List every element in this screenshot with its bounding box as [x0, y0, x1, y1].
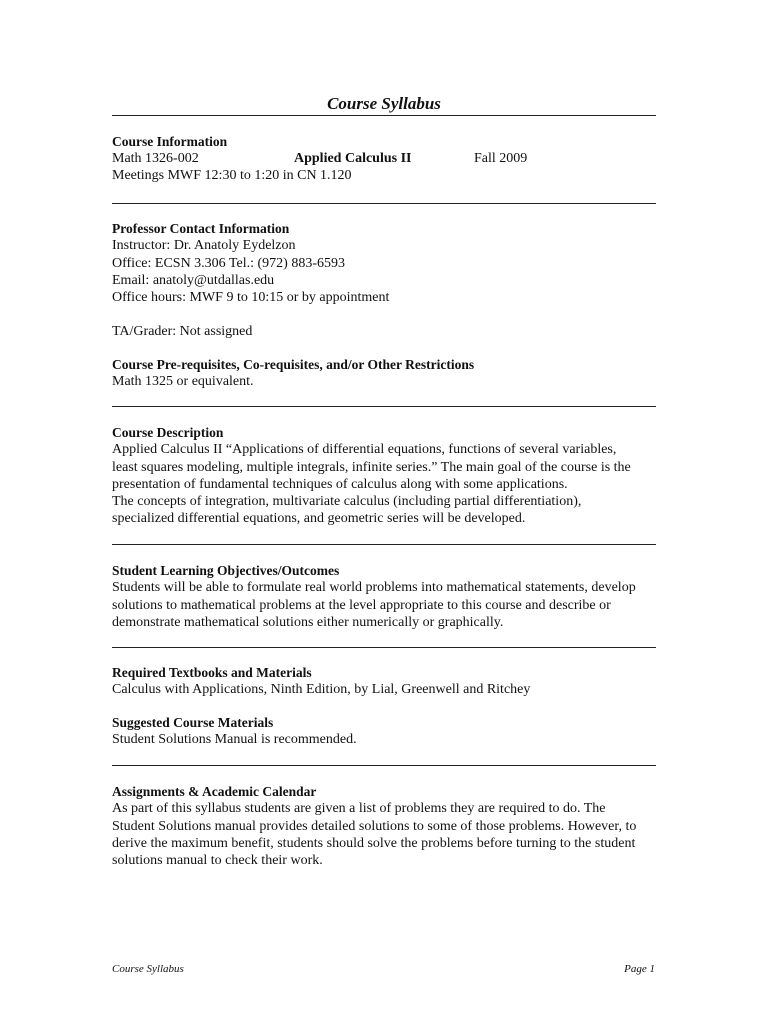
objectives-heading: Student Learning Objectives/Outcomes	[112, 563, 340, 578]
course-info-heading: Course Information	[112, 134, 228, 149]
suggested-heading: Suggested Course Materials	[112, 715, 274, 730]
section-divider	[112, 765, 656, 766]
professor-section	[112, 220, 672, 306]
assignments-section	[112, 783, 672, 869]
description-line: specialized differential equations, and geometric series will be developed.	[112, 511, 526, 527]
section-divider	[112, 406, 656, 407]
course-term: Fall 2009	[474, 151, 528, 167]
objectives-section	[112, 562, 672, 631]
textbooks-heading: Required Textbooks and Materials	[112, 665, 312, 680]
course-meetings: Meetings MWF 12:30 to 1:20 in CN 1.120	[112, 168, 352, 184]
assignments-heading: Assignments & Academic Calendar	[112, 784, 317, 799]
objectives-line: solutions to mathematical problems at the level appropriate to this course and describe or	[112, 597, 611, 613]
course-number: Math 1326-002	[112, 151, 199, 167]
description-line: The concepts of integration, multivariate calculus (including partial differentiation),	[112, 494, 582, 510]
course-info-row	[112, 150, 672, 167]
description-line: presentation of fundamental techniques of calculus along with some applications.	[112, 476, 568, 492]
prereq-section	[112, 356, 672, 391]
office-info: Office: ECSN 3.306 Tel.: (972) 883-6593	[112, 255, 345, 271]
email-info: Email: anatoly@utdallas.edu	[112, 272, 275, 288]
course-info-section	[112, 133, 672, 185]
section-divider	[112, 544, 656, 545]
ta-grader: TA/Grader: Not assigned	[112, 324, 253, 339]
assignments-line: As part of this syllabus students are given a list of problems they are required to do. The	[112, 801, 606, 817]
assignments-line: Student Solutions manual provides detailed solutions to some of those problems. However, to	[112, 818, 637, 834]
page-title: Course Syllabus	[327, 94, 441, 113]
objectives-line: demonstrate mathematical solutions either numerically or graphically.	[112, 614, 504, 630]
course-name: Applied Calculus II	[294, 151, 412, 167]
assignments-line: solutions manual to check their work.	[112, 853, 323, 869]
title-divider	[112, 115, 656, 116]
instructor-name: Instructor: Dr. Anatoly Eydelzon	[112, 238, 296, 254]
description-line: Applied Calculus II “Applications of differential equations, functions of several variables,	[112, 442, 617, 458]
suggested-text: Student Solutions Manual is recommended.	[112, 732, 357, 748]
description-section	[112, 424, 672, 528]
office-hours: Office hours: MWF 9 to 10:15 or by appointment	[112, 290, 390, 306]
footer-title: Course Syllabus	[112, 963, 184, 975]
section-divider	[112, 647, 656, 648]
description-heading: Course Description	[112, 425, 224, 440]
professor-heading: Professor Contact Information	[112, 221, 290, 236]
objectives-line: Students will be able to formulate real world problems into mathematical statements, develop	[112, 580, 636, 596]
prereq-heading: Course Pre-requisites, Co-requisites, and/or Other Restrictions	[112, 357, 475, 372]
section-divider	[112, 203, 656, 204]
description-line: least squares modeling, multiple integrals, infinite series.” The main goal of the course is the	[112, 459, 631, 475]
footer-page-number: Page 1	[624, 963, 655, 975]
textbooks-text: Calculus with Applications, Ninth Edition, by Lial, Greenwell and Ritchey	[112, 682, 531, 698]
textbooks-section	[112, 664, 672, 699]
suggested-section	[112, 714, 672, 749]
prereq-text: Math 1325 or equivalent.	[112, 374, 254, 390]
assignments-line: derive the maximum benefit, students should solve the problems before turning to the student	[112, 835, 636, 851]
ta-section	[112, 323, 672, 340]
